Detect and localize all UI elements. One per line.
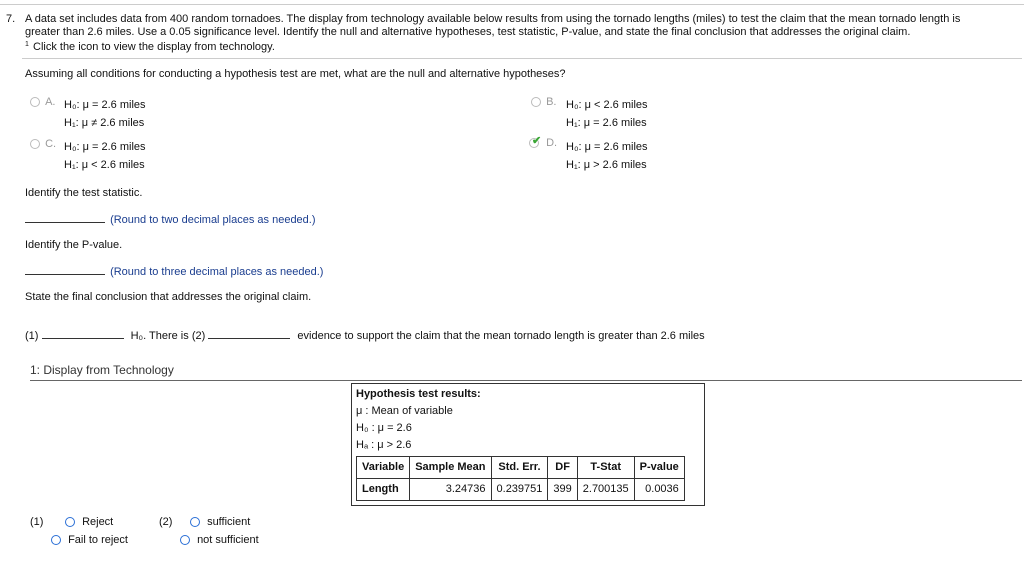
top-divider bbox=[0, 4, 1024, 5]
display-divider bbox=[30, 380, 1022, 381]
choice-not-sufficient-radio[interactable] bbox=[180, 535, 190, 545]
option-c-radio[interactable] bbox=[30, 139, 40, 149]
view-display-link[interactable]: Click the icon to view the display from technology. bbox=[33, 41, 275, 53]
option-a-radio[interactable] bbox=[30, 97, 40, 107]
results-ha: Hₐ : μ > 2.6 bbox=[356, 439, 412, 451]
display-title: 1: Display from Technology bbox=[30, 363, 174, 377]
table-row: Length 3.24736 0.239751 399 2.700135 0.0036 bbox=[357, 479, 685, 501]
choice-reject[interactable]: Reject bbox=[65, 516, 113, 528]
hypotheses-prompt: Assuming all conditions for conducting a hypothesis test are met, what are the null and alternative hypotheses? bbox=[25, 68, 566, 80]
choice-sufficient-radio[interactable] bbox=[190, 517, 200, 527]
choice-not-sufficient[interactable]: not sufficient bbox=[180, 534, 259, 546]
choice-fail-to-reject-radio[interactable] bbox=[51, 535, 61, 545]
option-d-radio[interactable] bbox=[529, 137, 543, 149]
choice-reject-radio[interactable] bbox=[65, 517, 75, 527]
question-number: 7. bbox=[6, 13, 16, 25]
option-b[interactable]: B. bbox=[531, 96, 556, 108]
choice-sufficient[interactable]: sufficient bbox=[190, 516, 250, 528]
footnote-mark: 1 bbox=[25, 41, 29, 48]
option-c-hypotheses: H₀: μ = 2.6 miles H₁: μ < 2.6 miles bbox=[64, 141, 146, 171]
conclusion-prompt: State the final conclusion that addresses the original claim. bbox=[25, 291, 312, 303]
option-b-radio[interactable] bbox=[531, 97, 541, 107]
p-value-input[interactable] bbox=[25, 264, 105, 275]
results-h0: H₀ : μ = 2.6 bbox=[356, 422, 412, 434]
results-table-header: Variable Sample Mean Std. Err. DF T-Stat P-value bbox=[357, 457, 685, 479]
results-table bbox=[356, 456, 685, 501]
option-a[interactable]: A. bbox=[30, 96, 55, 108]
option-a-hypotheses: H₀: μ = 2.6 miles H₁: μ ≠ 2.6 miles bbox=[64, 99, 146, 129]
test-statistic-input[interactable] bbox=[25, 212, 105, 223]
choices-label-1: (1) bbox=[30, 516, 44, 528]
option-c[interactable]: C. bbox=[30, 138, 56, 150]
conclusion-row: (1) H₀. There is (2) evidence to support the claim that the mean tornado length is greater than 2.6 miles bbox=[25, 330, 705, 342]
test-statistic-row bbox=[25, 212, 316, 226]
p-value-row bbox=[25, 264, 323, 278]
test-statistic-prompt: Identify the test statistic. bbox=[25, 187, 143, 199]
conclusion-dropdown-2[interactable] bbox=[208, 328, 290, 339]
choices-label-2: (2) bbox=[159, 516, 173, 528]
p-value-prompt: Identify the P-value. bbox=[25, 239, 123, 251]
question-text: A data set includes data from 400 random tornadoes. The display from technology available below results from using the tornado lengths (miles) to test the claim that the mean tornado length is greater than 2.6 miles. Use a 0.05 significance level. Identify the null and alternative hypotheses, test statistic, P-value, and state the final conclusion that addresses the original claim. bbox=[25, 13, 961, 38]
checkmark-icon: ✔ bbox=[532, 135, 542, 148]
results-header: Hypothesis test results: bbox=[356, 388, 481, 400]
option-d[interactable]: ✔ D. bbox=[529, 137, 557, 149]
conclusion-dropdown-1[interactable] bbox=[42, 328, 124, 339]
hypothesis-results-box bbox=[351, 383, 705, 506]
option-b-hypotheses: H₀: μ < 2.6 miles H₁: μ = 2.6 miles bbox=[566, 99, 648, 129]
p-value-hint: (Round to three decimal places as needed.) bbox=[110, 266, 324, 278]
choice-fail-to-reject[interactable]: Fail to reject bbox=[51, 534, 128, 546]
section-divider bbox=[22, 58, 1022, 59]
option-d-hypotheses: H₀: μ = 2.6 miles H₁: μ > 2.6 miles bbox=[566, 141, 648, 171]
results-mu: μ : Mean of variable bbox=[356, 405, 453, 417]
test-statistic-hint: (Round to two decimal places as needed.) bbox=[110, 214, 316, 226]
